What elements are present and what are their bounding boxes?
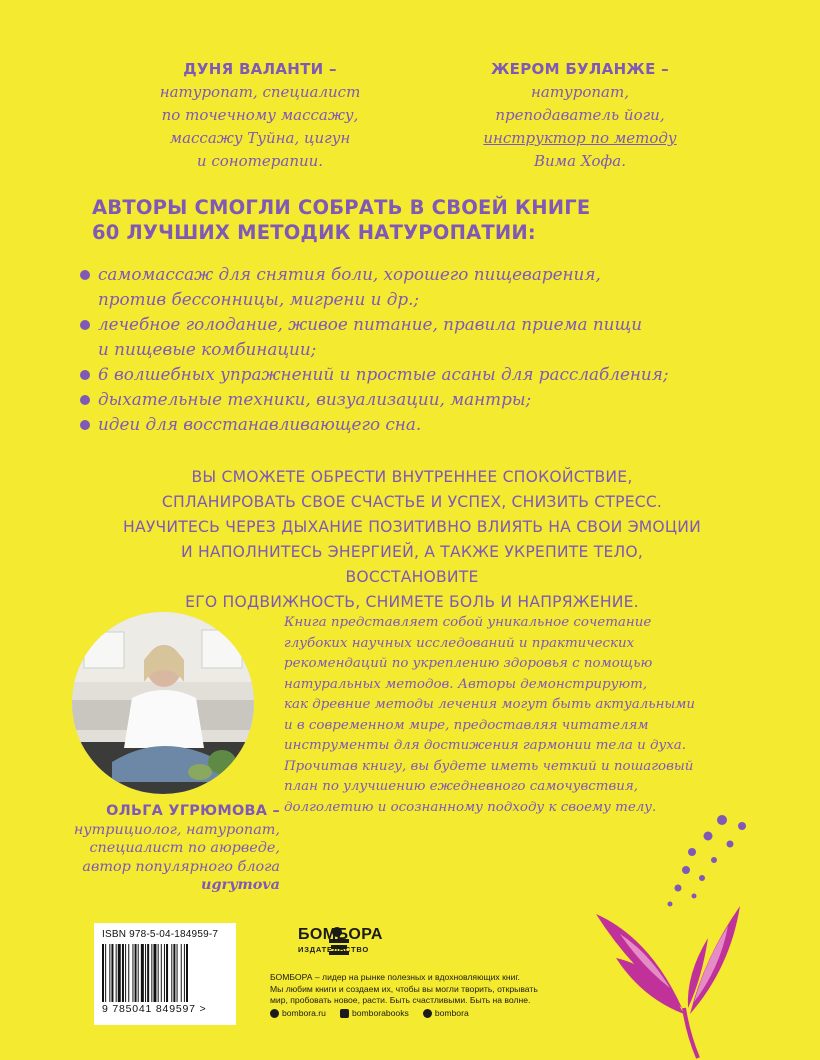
social-link-instagram[interactable] — [270, 1008, 326, 1018]
barcode-bar — [125, 944, 126, 1002]
bullet-dot-icon — [80, 395, 90, 405]
author-olga-name: ОЛЬГА УГРЮМОВА – — [106, 803, 280, 819]
author-jerome-line: преподаватель йоги, — [495, 106, 665, 124]
barcode-bar — [118, 944, 121, 1002]
isbn-label: ISBN 978-5-04-184959-7 — [102, 929, 219, 940]
barcode-bar — [122, 944, 124, 1002]
social-label: bombora.ru — [282, 1008, 326, 1018]
barcode-bar — [161, 944, 162, 1002]
highlight-line: ЕГО ПОДВИЖНОСТЬ, СНИМЕТЕ БОЛЬ И НАПРЯЖЕНИЕ. — [185, 593, 639, 611]
highlight-paragraph — [112, 465, 712, 615]
description-line: Книга представляет собой уникальное сочетание — [284, 615, 652, 630]
author-olga-handle: ugrymova — [201, 876, 280, 893]
list-item-line: и пищевые комбинации; — [98, 339, 317, 359]
description-line: план по улучшению ежедневного самочувствия, — [284, 779, 638, 794]
author-jerome-name: ЖЕРОМ БУЛАНЖЕ – — [491, 60, 669, 78]
barcode-bar — [102, 944, 104, 1002]
author-duna-line: натуропат, специалист — [159, 83, 361, 101]
instagram-icon — [270, 1009, 279, 1018]
list-item-line: против бессонницы, мигрени и др.; — [98, 289, 420, 309]
author-jerome-line: натуропат, — [531, 83, 629, 101]
barcode-bar — [153, 944, 156, 1002]
barcode-bar — [181, 944, 182, 1002]
publisher-name: БОМБОРА — [298, 926, 383, 943]
bullet-dot-icon — [80, 320, 90, 330]
barcode-bar — [141, 944, 144, 1002]
barcode-bar — [164, 944, 165, 1002]
social-link-telegram[interactable] — [423, 1008, 469, 1018]
publisher-text-line: мир, пробовать новое, расти. Быть счастливыми. Быть на волне. — [270, 995, 531, 1005]
author-duna-line: по точечному массажу, — [161, 106, 359, 124]
publisher-text-line: Мы любим книги и создаем их, чтобы вы могли творить, открывать — [270, 983, 538, 994]
barcode-bar — [111, 944, 113, 1002]
description-line: инструменты для достижения гармонии тела и духа. — [284, 738, 687, 753]
barcode-bar — [166, 944, 168, 1002]
author-duna-line: массажу Туйна, цигун — [169, 129, 351, 147]
social-links — [270, 1008, 590, 1018]
methods-list — [78, 262, 778, 437]
description-line: рекомендаций по укреплению здоровья с помощью — [284, 656, 653, 671]
author-olga-line: автор популярного блога — [82, 858, 280, 875]
barcode-bar — [135, 944, 137, 1002]
barcode-bar — [171, 944, 172, 1002]
barcode-bar — [132, 944, 133, 1002]
author-jerome-line: инструктор по методу — [483, 129, 677, 147]
description-line: и в современном мире, предоставляя читателям — [284, 717, 649, 733]
barcode-graphic — [102, 944, 228, 1002]
list-item-line: лечебное голодание, живое питание, правила приема пищи — [98, 314, 643, 334]
author-duna-block — [120, 58, 400, 173]
list-item — [78, 412, 778, 437]
description-line: Прочитав книгу, вы будете иметь четкий и пошаговый — [284, 758, 694, 774]
highlight-line: ВЫ СМОЖЕТЕ ОБРЕСТИ ВНУТРЕННЕЕ СПОКОЙСТВИЕ, — [191, 468, 633, 486]
bullet-dot-icon — [80, 270, 90, 280]
author-jerome-block — [440, 58, 720, 173]
description-line: как древние методы лечения могут быть актуальными — [284, 697, 696, 712]
social-link-vk[interactable] — [340, 1008, 409, 1018]
list-item-line: идеи для восстанавливающего сна. — [98, 414, 422, 434]
highlight-line: И НАПОЛНИТЕСЬ ЭНЕРГИЕЙ, А ТАКЖЕ УКРЕПИТЕ ТЕЛО, ВОССТАНОВИТЕ — [180, 543, 644, 586]
barcode-bar — [177, 944, 178, 1002]
description-line: глубоких научных исследований и практических — [284, 635, 635, 651]
description-line: долголетию и осознанному подходу к своему телу. — [284, 799, 657, 815]
description-line: натуральных методов. Авторы демонстрируют, — [284, 676, 648, 692]
book-description — [284, 613, 744, 818]
headline-line: 60 ЛУЧШИХ МЕТОДИК НАТУРОПАТИИ: — [92, 221, 536, 244]
highlight-line: НАУЧИТЕСЬ ЧЕРЕЗ ДЫХАНИЕ ПОЗИТИВНО ВЛИЯТЬ НА СВОИ ЭМОЦИИ — [123, 518, 701, 536]
highlight-line: СПЛАНИРОВАТЬ СВОЕ СЧАСТЬЕ И УСПЕХ, СНИЗИТЬ СТРЕСС. — [161, 493, 663, 511]
telegram-icon — [423, 1009, 432, 1018]
barcode-bar — [184, 944, 185, 1002]
list-item — [78, 262, 778, 312]
author-olga-line: специалист по аюрведе, — [89, 840, 280, 856]
publisher-description — [270, 972, 600, 1007]
publisher-text-line: БОМБОРА – лидер на рынке полезных и вдохновляющих книг. — [270, 972, 520, 982]
list-item — [78, 387, 778, 412]
author-duna-name: ДУНЯ ВАЛАНТИ – — [183, 60, 337, 78]
barcode-bar — [145, 944, 146, 1002]
list-item-line: 6 волшебных упражнений и простые асаны для расслабления; — [98, 364, 669, 384]
barcode-bar — [151, 944, 152, 1002]
author-olga-line: нутрициолог, натуропат, — [73, 821, 280, 838]
list-item — [78, 312, 778, 362]
author-olga-block — [20, 802, 280, 895]
barcode-bar — [138, 944, 139, 1002]
barcode-bar — [116, 944, 117, 1002]
social-label: bombora — [434, 1008, 469, 1018]
vk-icon — [340, 1009, 349, 1018]
isbn-digits: 9 785041 849597 > — [102, 1003, 207, 1015]
barcode-bar — [109, 944, 110, 1002]
social-label: bomborabooks — [351, 1008, 409, 1018]
headline — [92, 195, 732, 245]
list-item — [78, 362, 778, 387]
publisher-subtitle: ИЗДАТЕЛЬСТВО — [298, 945, 369, 954]
bullet-dot-icon — [80, 420, 90, 430]
author-jerome-line: Вима Хофа. — [534, 152, 626, 170]
barcode-bar — [158, 944, 159, 1002]
list-item-line: самомассаж для снятия боли, хорошего пищеварения, — [98, 264, 601, 284]
barcode-bar — [147, 944, 149, 1002]
author-photo — [72, 612, 254, 794]
list-item-line: дыхательные техники, визуализации, мантры; — [98, 389, 532, 409]
bullet-dot-icon — [80, 370, 90, 380]
barcode-bar — [186, 944, 188, 1002]
barcode-bar — [105, 944, 106, 1002]
decorative-flower-illustration — [590, 808, 790, 1060]
author-photo-illustration — [72, 612, 254, 794]
author-duna-line: и сонотерапии. — [196, 152, 324, 170]
headline-line: АВТОРЫ СМОГЛИ СОБРАТЬ В СВОЕЙ КНИГЕ — [92, 196, 591, 219]
barcode-bar — [128, 944, 129, 1002]
barcode-bar — [173, 944, 175, 1002]
isbn-barcode-box — [94, 923, 236, 1025]
